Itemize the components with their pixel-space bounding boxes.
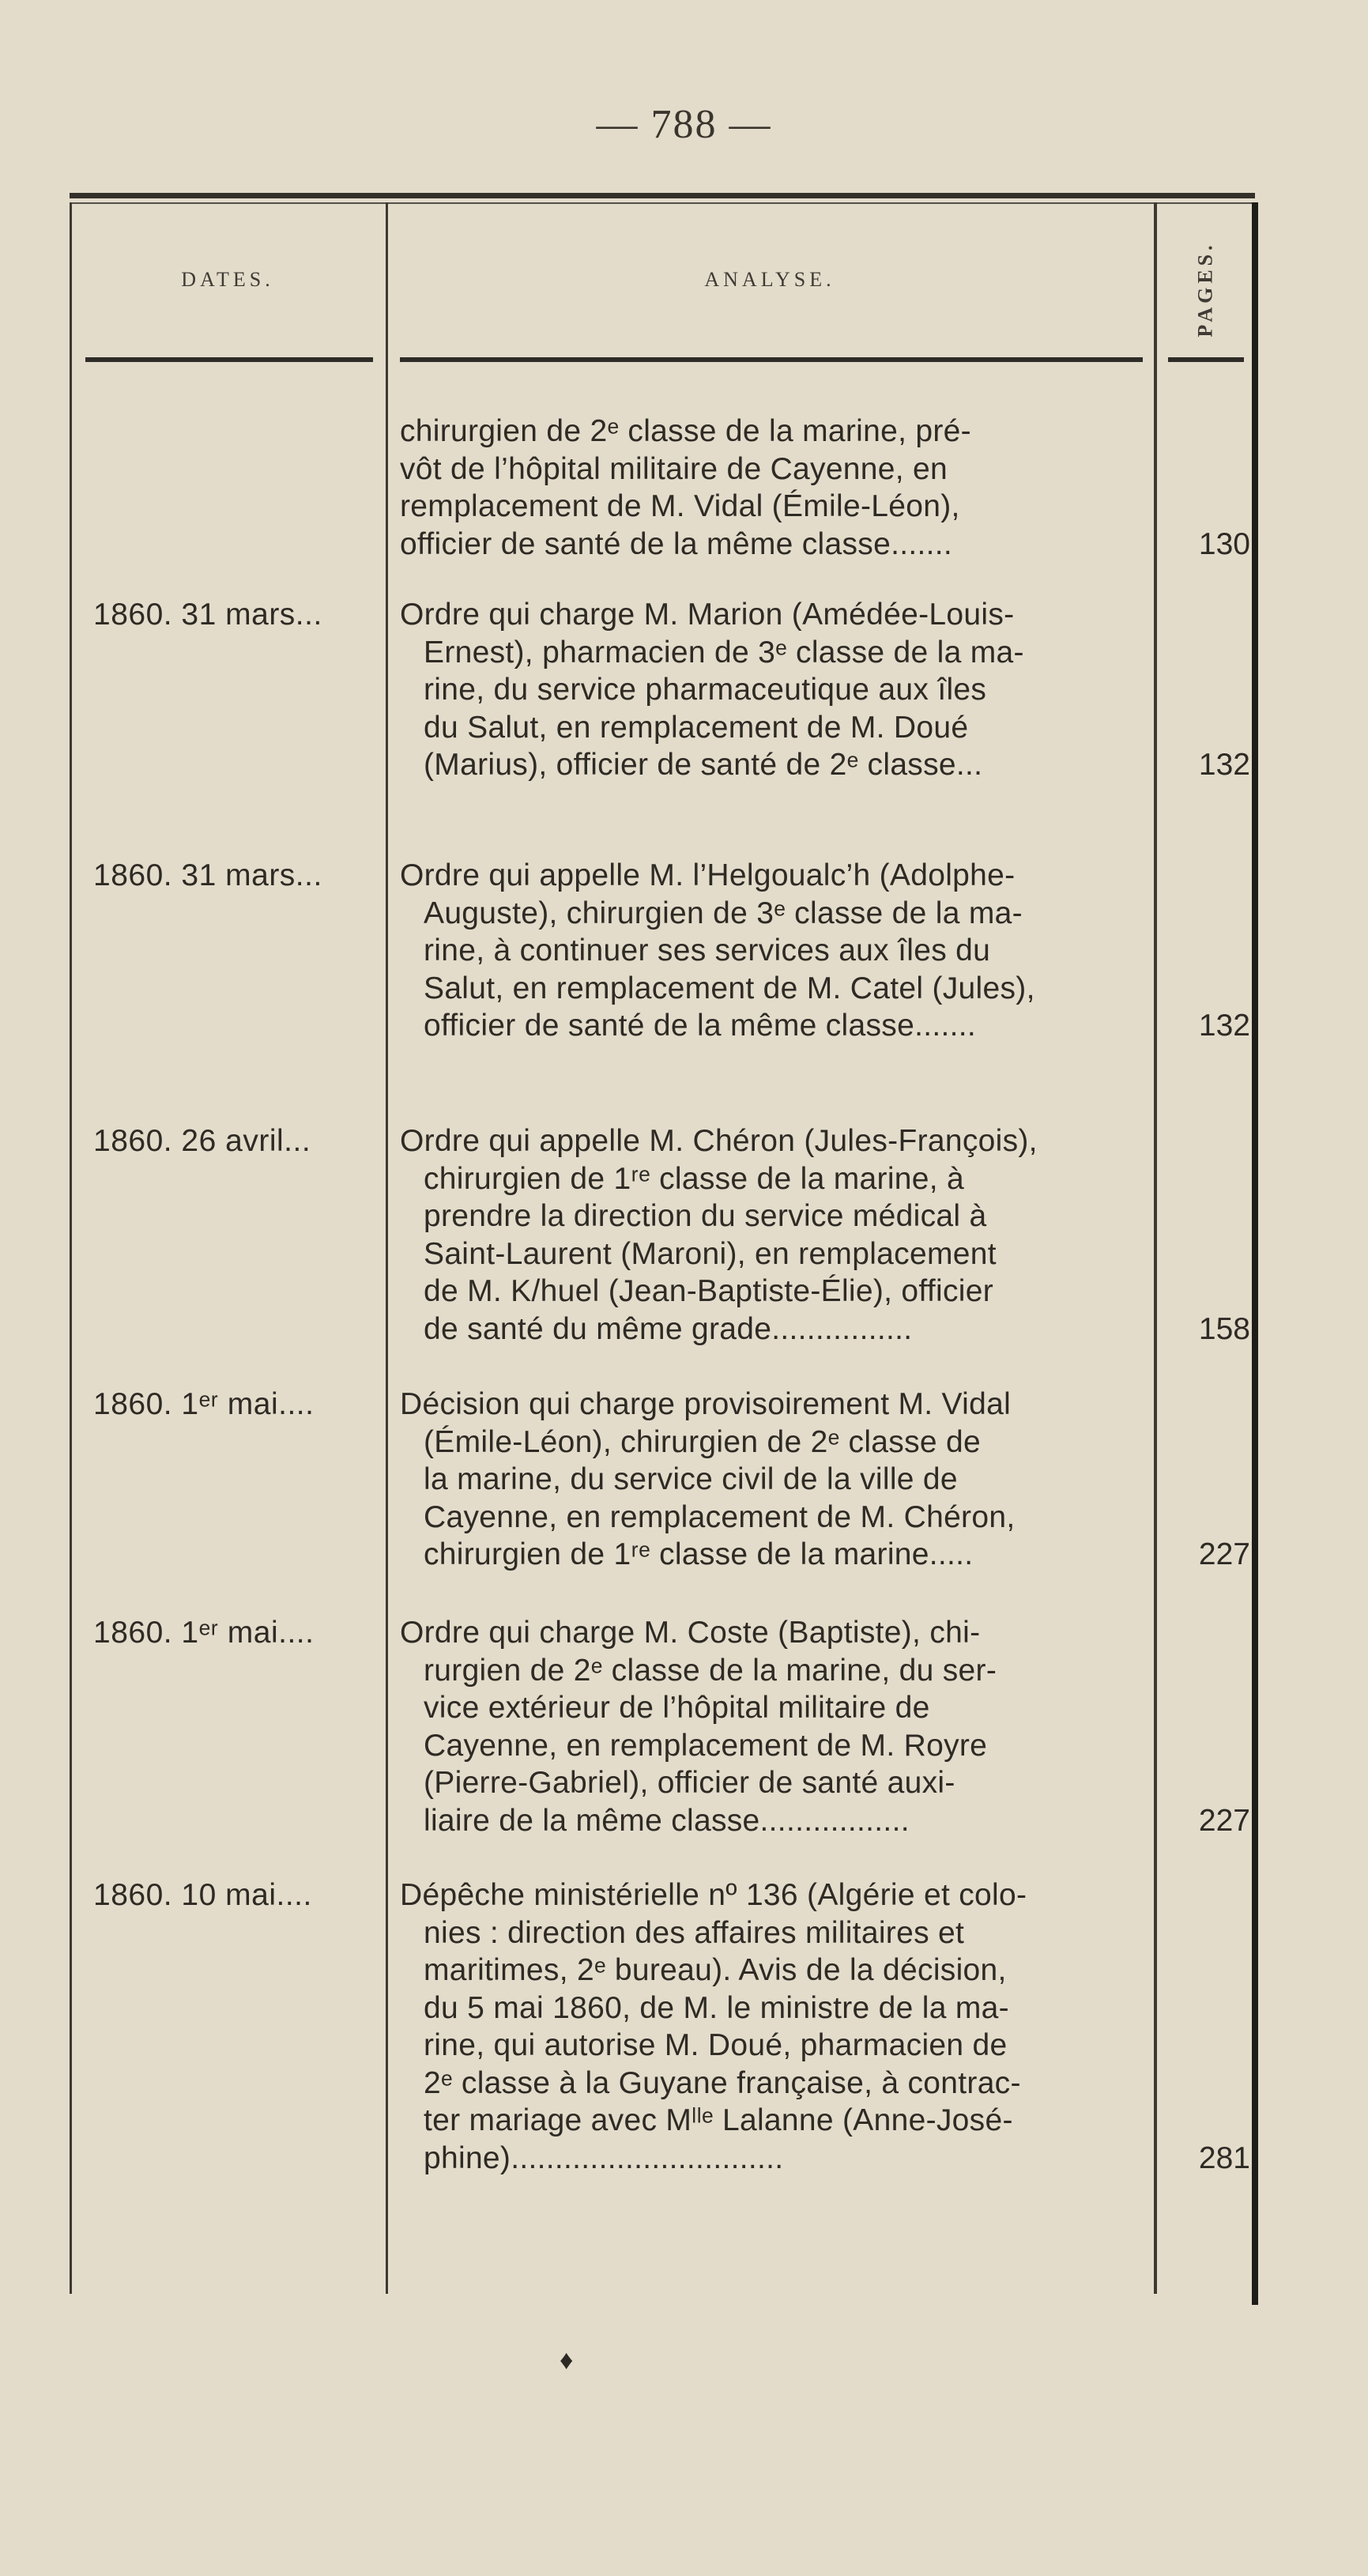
- table-left-border: [70, 202, 72, 2294]
- header-rule-pages: [1168, 357, 1244, 362]
- entry-analysis: [400, 596, 1151, 784]
- header-rule-analysis: [400, 357, 1143, 362]
- analysis-line: du Salut, en remplacement de M. Doué: [424, 710, 969, 745]
- entry-analysis: [400, 857, 1151, 1045]
- analysis-line: phine)...............................: [424, 2140, 784, 2175]
- column-divider-analysis: [1154, 202, 1157, 2294]
- analysis-line: de M. K/huel (Jean-Baptiste-Élie), officier: [424, 1274, 993, 1308]
- page-number: — 788 —: [596, 102, 772, 147]
- header-pages-label: PAGES.: [1194, 241, 1218, 338]
- analysis-line: nies : direction des affaires militaires et: [424, 1915, 965, 1950]
- analysis-line: rine, à continuer ses services aux îles du: [424, 933, 991, 967]
- table-top-rule-thin: [70, 202, 1255, 204]
- header-rule-dates: [85, 357, 373, 362]
- analysis-line: chirurgien de 2ᵉ classe de la marine, pré-: [400, 414, 971, 448]
- analysis-line: chirurgien de 1ʳᵉ classe de la marine.....: [424, 1537, 974, 1571]
- entry-date: 1860. 31 mars...: [93, 858, 322, 892]
- analysis-line: Ordre qui appelle M. Chéron (Jules-François),: [400, 1124, 1038, 1158]
- analysis-line: ter mariage avec Mˡˡᵉ Lalanne (Anne-José-: [424, 2103, 1013, 2137]
- analysis-line: vice extérieur de l’hôpital militaire de: [424, 1691, 930, 1725]
- entry-date: 1860. 26 avril...: [93, 1124, 311, 1158]
- header-dates: DATES.: [181, 268, 274, 291]
- analysis-line: Ernest), pharmacien de 3ᵉ classe de la ma-: [424, 635, 1024, 669]
- analysis-line: vôt de l’hôpital militaire de Cayenne, en: [400, 451, 948, 486]
- table-top-rule: [70, 193, 1255, 198]
- entry-analysis: [400, 1122, 1151, 1348]
- entry-date: 1860. 10 mai....: [93, 1878, 312, 1912]
- analysis-line: 2ᵉ classe à la Guyane française, à contrac-: [424, 2065, 1021, 2100]
- analysis-line: rurgien de 2ᵉ classe de la marine, du ser-: [424, 1653, 997, 1688]
- entry-page-number: 132: [1198, 1009, 1250, 1043]
- analysis-line: maritimes, 2ᵉ bureau). Avis de la décision,: [424, 1953, 1007, 1987]
- analysis-line: Auguste), chirurgien de 3ᵉ classe de la ma-: [424, 896, 1023, 930]
- analysis-line: de santé du même grade................: [424, 1311, 913, 1346]
- analysis-line: Saint-Laurent (Maroni), en remplacement: [424, 1236, 997, 1271]
- analysis-line: (Émile-Léon), chirurgien de 2ᵉ classe de: [424, 1424, 981, 1459]
- entry-date: 1860. 1ᵉʳ mai....: [93, 1616, 315, 1650]
- entry-page-number: 158: [1198, 1311, 1250, 1346]
- analysis-line: officier de santé de la même classe.......: [400, 526, 953, 561]
- entry-page-number: 130: [1198, 526, 1250, 561]
- analysis-line: (Pierre-Gabriel), officier de santé auxi-: [424, 1766, 955, 1800]
- analysis-line: Ordre qui appelle M. l’Helgoualc’h (Adolphe-: [400, 858, 1016, 892]
- analysis-line: Cayenne, en remplacement de M. Royre: [424, 1728, 988, 1763]
- entry-date: 1860. 31 mars...: [93, 598, 322, 632]
- analysis-line: chirurgien de 1ʳᵉ classe de la marine, à: [424, 1161, 965, 1196]
- entry-page-number: 281: [1198, 2140, 1250, 2175]
- header-analysis: ANALYSE.: [704, 268, 835, 291]
- analysis-line: liaire de la même classe.................: [424, 1803, 910, 1838]
- analysis-line: Salut, en remplacement de M. Catel (Jules),: [424, 971, 1035, 1005]
- entry-page-number: 227: [1198, 1537, 1250, 1571]
- header-pages: [1166, 234, 1246, 345]
- analysis-line: la marine, du service civil de la ville de: [424, 1462, 958, 1496]
- entry-analysis: [400, 1614, 1151, 1839]
- analysis-line: Ordre qui charge M. Marion (Amédée-Louis-: [400, 598, 1015, 632]
- analysis-line: rine, qui autorise M. Doué, pharmacien de: [424, 2028, 1008, 2062]
- column-divider-dates: [386, 202, 388, 2294]
- index-table: [70, 193, 1255, 2294]
- analysis-line: prendre la direction du service médical à: [424, 1199, 987, 1233]
- analysis-line: Décision qui charge provisoirement M. Vidal: [400, 1387, 1012, 1421]
- analysis-line: Cayenne, en remplacement de M. Chéron,: [424, 1499, 1016, 1534]
- entry-analysis: [400, 1386, 1151, 1574]
- analysis-line: Dépêche ministérielle nº 136 (Algérie et colo-: [400, 1878, 1027, 1912]
- entry-analysis: [400, 413, 1151, 563]
- analysis-line: du 5 mai 1860, de M. le ministre de la ma-: [424, 1990, 1009, 2025]
- table-right-border: [1252, 202, 1258, 2305]
- entry-analysis: [400, 1876, 1151, 2177]
- analysis-line: remplacement de M. Vidal (Émile-Léon),: [400, 489, 960, 523]
- entry-page-number: 227: [1198, 1803, 1250, 1838]
- analysis-line: (Marius), officier de santé de 2ᵉ classe...: [424, 748, 983, 782]
- analysis-line: officier de santé de la même classe.......: [424, 1009, 977, 1043]
- entry-page-number: 132: [1198, 748, 1250, 782]
- ornament-mark: ♦: [560, 2346, 574, 2375]
- analysis-line: Ordre qui charge M. Coste (Baptiste), chi-: [400, 1616, 981, 1650]
- analysis-line: rine, du service pharmaceutique aux îles: [424, 673, 987, 707]
- entry-date: 1860. 1ᵉʳ mai....: [93, 1387, 315, 1421]
